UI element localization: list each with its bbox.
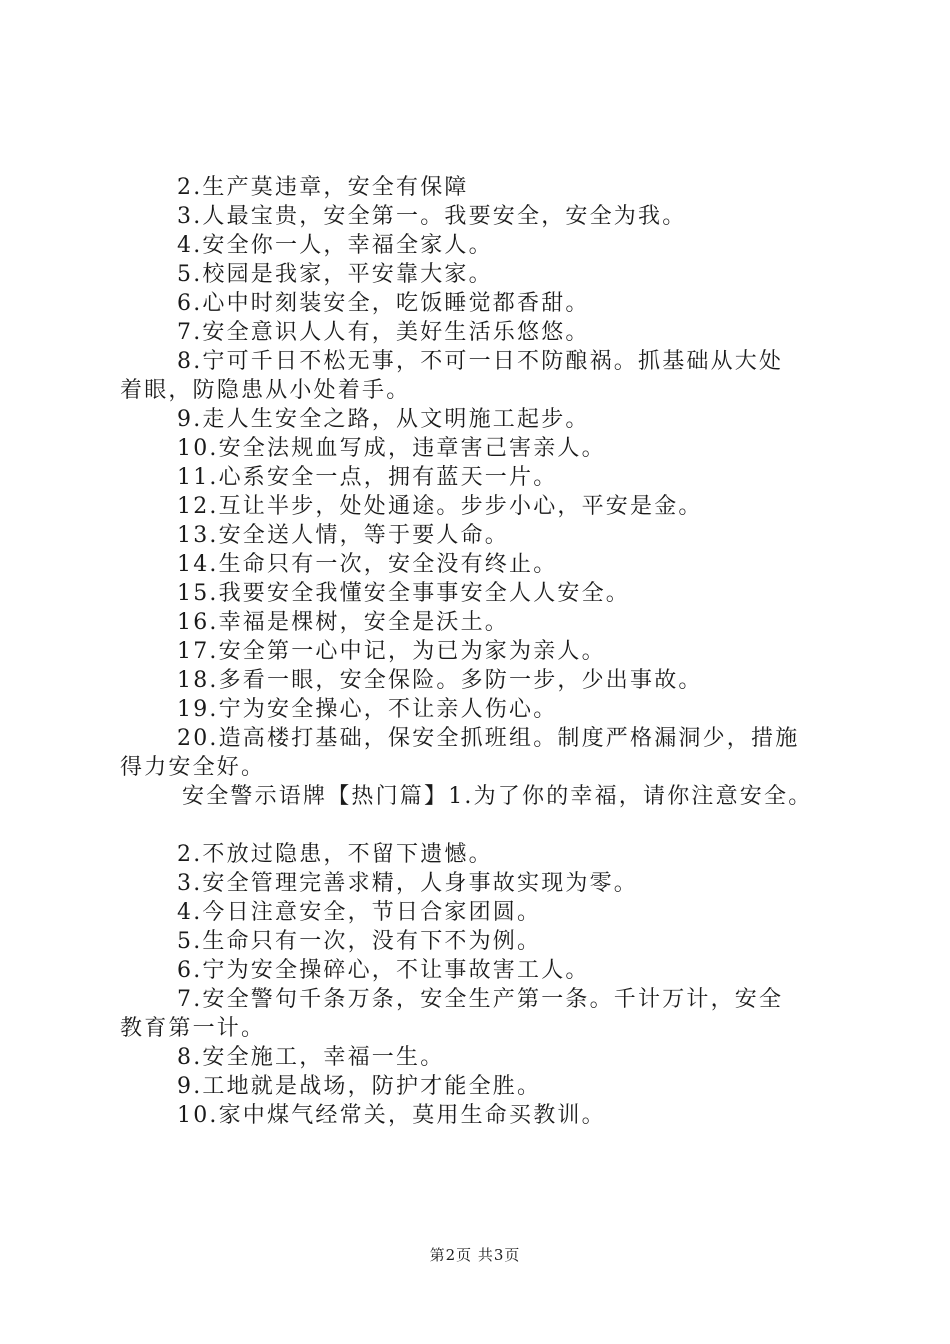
list-item: 5.生命只有一次，没有下不为例。 bbox=[177, 929, 542, 954]
page-number-footer: 第2页 共3页 bbox=[429, 1246, 521, 1264]
list-item: 13.安全送人情，等于要人命。 bbox=[177, 523, 509, 548]
section-heading: 安全警示语牌【热门篇】1.为了你的幸福，请你注意安全。 bbox=[182, 784, 813, 809]
list-item: 9.工地就是战场，防护才能全胜。 bbox=[177, 1074, 542, 1099]
list-item-20-first-line: 20.造高楼打基础，保安全抓班组。制度严格漏洞少，措施 bbox=[177, 726, 800, 751]
list-item: 2.不放过隐患，不留下遗憾。 bbox=[177, 842, 493, 867]
list-item: 7.安全意识人人有，美好生活乐悠悠。 bbox=[177, 320, 590, 345]
list-item: 18.多看一眼，安全保险。多防一步，少出事故。 bbox=[177, 668, 703, 693]
list-item: 3.安全管理完善求精，人身事故实现为零。 bbox=[177, 871, 638, 896]
list-item-7-continuation: 教育第一计。 bbox=[120, 1016, 266, 1041]
list-item-20 bbox=[120, 724, 835, 782]
list-item-7 bbox=[120, 985, 835, 1043]
list-item: 14.生命只有一次，安全没有终止。 bbox=[177, 552, 558, 577]
list-item: 19.宁为安全操心，不让亲人伤心。 bbox=[177, 697, 558, 722]
list-item-8-continuation: 着眼，防隐患从小处着手。 bbox=[120, 378, 411, 403]
list-item: 12.互让半步，处处通途。步步小心，平安是金。 bbox=[177, 494, 703, 519]
list-item-8-first-line: 8.宁可千日不松无事，不可一日不防酿祸。抓基础从大处 bbox=[177, 349, 784, 374]
list-item: 11.心系安全一点，拥有蓝天一片。 bbox=[177, 465, 558, 490]
list-item: 10.安全法规血写成，违章害己害亲人。 bbox=[177, 436, 606, 461]
list-item: 4.今日注意安全，节日合家团圆。 bbox=[177, 900, 542, 925]
list-item: 16.幸福是棵树，安全是沃土。 bbox=[177, 610, 509, 635]
blank-line bbox=[120, 811, 835, 840]
list-item: 6.宁为安全操碎心，不让事故害工人。 bbox=[177, 958, 590, 983]
list-item-20-continuation: 得力安全好。 bbox=[120, 755, 266, 780]
list-item-7-first-line: 7.安全警句千条万条，安全生产第一条。千计万计，安全 bbox=[177, 987, 784, 1012]
list-item: 10.家中煤气经常关，莫用生命买教训。 bbox=[177, 1103, 606, 1128]
list-item: 6.心中时刻装安全，吃饭睡觉都香甜。 bbox=[177, 291, 590, 316]
list-item: 5.校园是我家，平安靠大家。 bbox=[177, 262, 493, 287]
list-item: 3.人最宝贵，安全第一。我要安全，安全为我。 bbox=[177, 204, 687, 229]
list-item: 9.走人生安全之路，从文明施工起步。 bbox=[177, 407, 590, 432]
list-item-8 bbox=[120, 347, 835, 405]
list-item: 15.我要安全我懂安全事事安全人人安全。 bbox=[177, 581, 630, 606]
list-item: 17.安全第一心中记，为已为家为亲人。 bbox=[177, 639, 606, 664]
list-item: 4.安全你一人，幸福全家人。 bbox=[177, 233, 493, 258]
page-body bbox=[120, 173, 835, 1130]
list-item: 8.安全施工，幸福一生。 bbox=[177, 1045, 445, 1070]
list-item: 2.生产莫违章，安全有保障 bbox=[177, 175, 469, 200]
